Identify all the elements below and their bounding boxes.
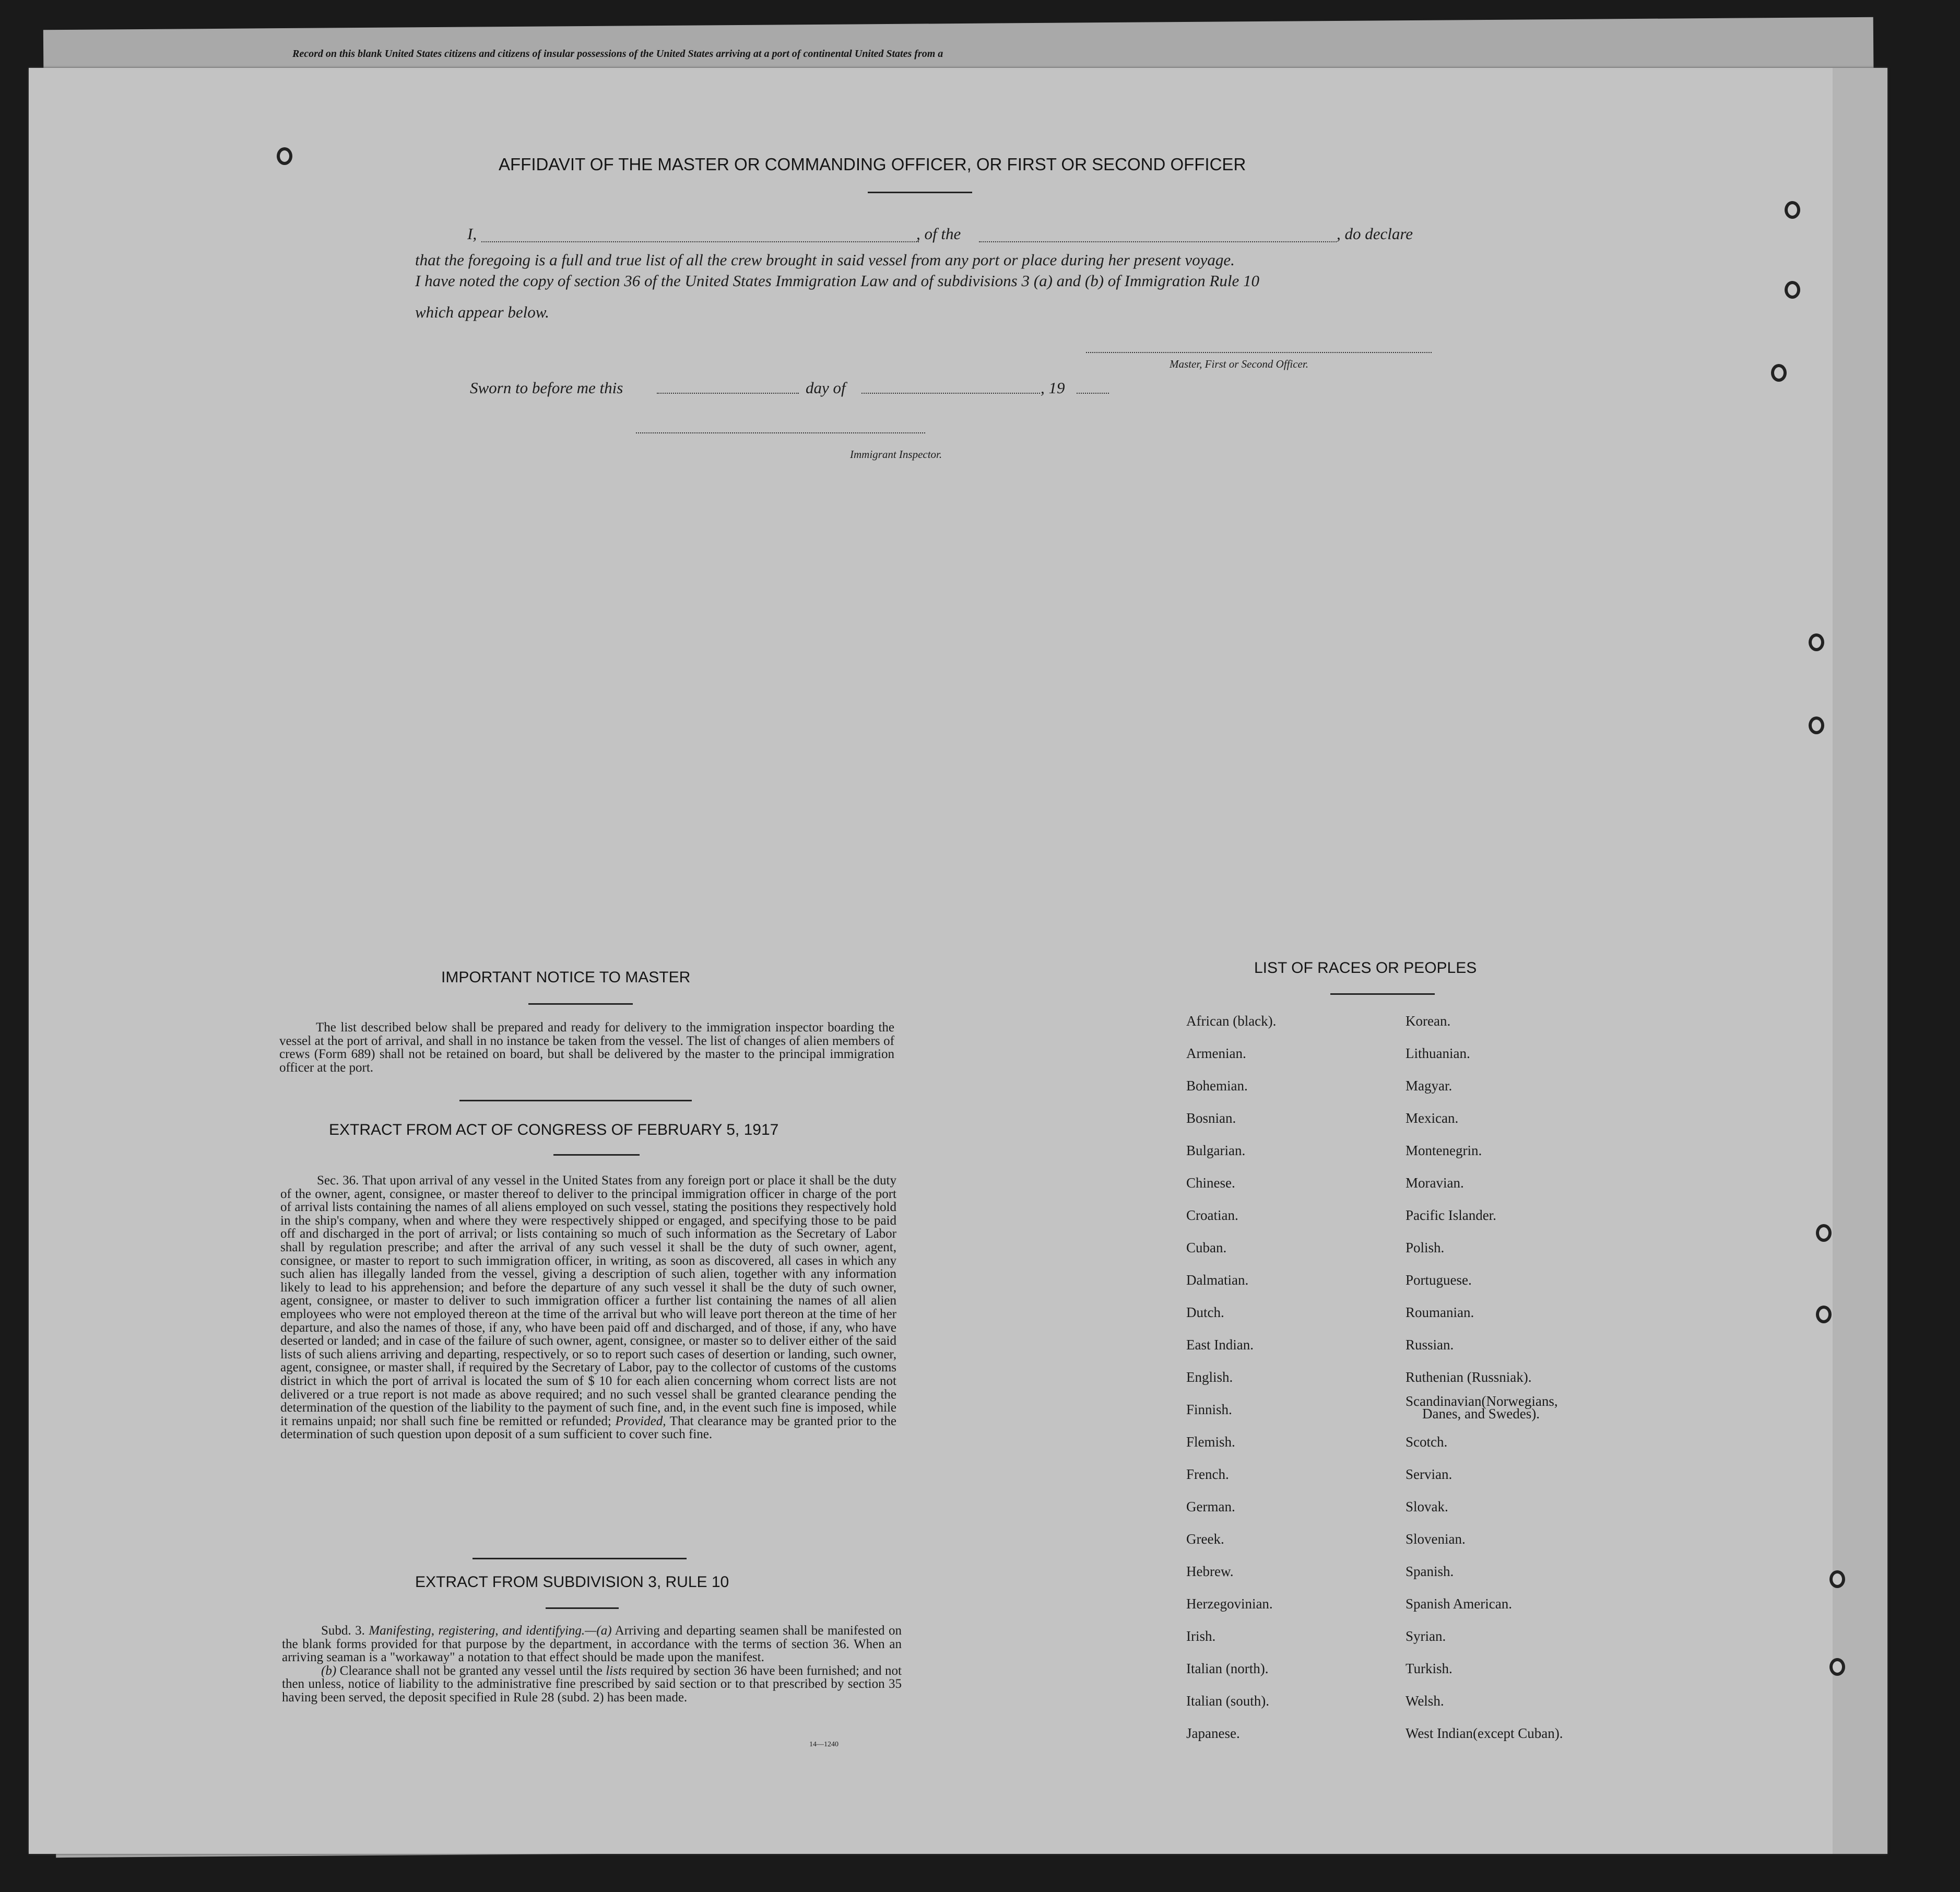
rule-text-a: Arriving and departing seamen shall be manifested on the blank forms provided for that purpose by the department, in accordance with the terms of section 36. When an arriving seaman is a "workaway" a notation to that effect should be made upon the manifest. xyxy=(282,1624,902,1665)
race-item: Armenian. xyxy=(1186,1045,1246,1061)
section-divider xyxy=(459,1100,692,1101)
race-item xyxy=(1406,1110,1563,1143)
section-divider-2 xyxy=(473,1558,687,1559)
year-label: , 19 xyxy=(1041,379,1065,397)
race-item: Greek. xyxy=(1186,1531,1224,1547)
race-item-label: Ruthenian (Russniak). xyxy=(1406,1369,1532,1385)
act-lead: Sec. 36. xyxy=(317,1173,359,1188)
race-item-label: Mexican. xyxy=(1406,1110,1459,1126)
race-item: Bosnian. xyxy=(1186,1110,1236,1126)
race-item xyxy=(1406,1207,1563,1240)
race-item xyxy=(1406,1466,1563,1499)
race-item: Italian (north). xyxy=(1186,1661,1269,1676)
race-item xyxy=(1406,1499,1563,1531)
act-body-2: That clearance may be granted prior to the determination of such question upon deposit of a sum sufficient to cover such fine. xyxy=(280,1414,896,1442)
inspector-signature-field[interactable] xyxy=(636,432,925,433)
race-item xyxy=(1406,1013,1563,1045)
races-right-column xyxy=(1406,1013,1563,1758)
race-item: Italian (south). xyxy=(1186,1693,1269,1709)
punch-hole-icon xyxy=(277,147,292,165)
act-text xyxy=(280,1174,896,1441)
rule-text-b2: required by section 36 have been furnished; and not then unless, notice of liability to the administrative fine prescribed by said section or to that prescribed by section 35 having been served, the deposit specified in Rule 28 (subd. 2) has been made. xyxy=(282,1663,902,1705)
race-item-label: Slovak. xyxy=(1406,1499,1448,1514)
race-item: German. xyxy=(1186,1499,1235,1514)
race-item-label: Spanish American. xyxy=(1406,1596,1512,1612)
race-item xyxy=(1406,1240,1563,1272)
race-item: Finnish. xyxy=(1186,1402,1232,1417)
race-item xyxy=(1406,1175,1563,1207)
race-item: East Indian. xyxy=(1186,1337,1254,1353)
sworn-label: Sworn to before me this xyxy=(470,379,623,397)
race-item: African (black). xyxy=(1186,1013,1277,1029)
race-item xyxy=(1406,1143,1563,1175)
race-item: French. xyxy=(1186,1466,1229,1482)
race-item-label: Scandinavian(Norwegians, xyxy=(1406,1393,1558,1409)
punch-hole-icon xyxy=(1771,364,1787,382)
document-sheet xyxy=(29,68,1887,1854)
race-item xyxy=(1406,1531,1563,1564)
races-left-column xyxy=(1186,1013,1276,1758)
race-item xyxy=(1406,1693,1563,1725)
sworn-month-field[interactable] xyxy=(861,393,1040,394)
race-item xyxy=(1406,1434,1563,1466)
race-item xyxy=(1406,1628,1563,1661)
punch-hole-icon xyxy=(1785,281,1800,299)
race-item xyxy=(1406,1045,1563,1078)
rule-b-label: (b) xyxy=(321,1663,337,1678)
punch-hole-icon xyxy=(1829,1570,1845,1588)
race-item-label: Korean. xyxy=(1406,1013,1451,1029)
act-body-1: That upon arrival of any vessel in the United States from any foreign port or place it shall be the duty of the owner, agent, consignee, or master thereof to deliver to the principal immigration officer in charge of the port of arrival lists containing the names of all aliens employed on such vessel, stating the positions they respectively hold in the ship's company, when and where they were respectively shipped or engaged, and specifying those to be paid off and discharged in the port of arrival; or lists containing so much of such information as the Secretary of Labor shall by regulation prescribe; and after the arrival of any such vessel it shall be the duty of such owner, agent, consignee, or master to report to such immigration officer, in writing, as soon as discovered, all cases in which any such alien has illegally landed from the vessel, giving a description of such alien, together with any information likely to lead to his apprehension; and before the departure of any such vessel it shall be the duty of such owner, agent, consignee, or master to deliver to such immigration officer a further list containing the names of all alien employees who were not employed thereon at the time of the arrival but who will leave port thereon at the time of her departure, and also the names of those, if any, who have been paid off and discharged, and of those, if any, who have deserted or landed; and in case of the failure of such owner, agent, consignee, or master so to deliver either of the said lists of such aliens arriving and departing, respectively, or so to report such cases of desertion or landing, such owner, agent, consignee, or master shall, if required by the Secretary of Labor, pay to the collector of customs of the customs district in which the port of arrival is located the sum of $ 10 for each alien concerning whom correct lists are not delivered or a true report is not made as above required; and no such vessel shall be granted clearance pending the determination of the question of the liability to the payment of such fine, and, in the event such fine is imposed, while it remains unpaid; nor shall such fine be remitted or refunded; xyxy=(280,1173,896,1428)
inspector-caption: Immigrant Inspector. xyxy=(850,448,942,461)
punch-hole-icon xyxy=(1785,201,1800,219)
sworn-year-field[interactable] xyxy=(1077,393,1109,394)
race-item-label: Pacific Islander. xyxy=(1406,1207,1496,1223)
vessel-field[interactable] xyxy=(979,241,1337,242)
race-item-label: Magyar. xyxy=(1406,1078,1453,1094)
race-item xyxy=(1406,1272,1563,1305)
race-item: Herzegovinian. xyxy=(1186,1596,1273,1612)
notice-divider xyxy=(528,1003,633,1005)
officer-signature-field[interactable] xyxy=(1086,352,1432,353)
form-number: 14—1240 xyxy=(809,1741,839,1748)
punch-hole-icon xyxy=(1829,1658,1845,1676)
race-item-label: Portuguese. xyxy=(1406,1272,1472,1288)
race-item xyxy=(1406,1564,1563,1596)
races-title: LIST OF RACES OR PEOPLES xyxy=(1254,959,1477,977)
notice-paragraph: The list described below shall be prepared and ready for delivery to the immigration inspector boarding the vessel at the port of arrival, and shall in no instance be taken from the vessel. The list of changes of alien members of crews (Form 689) shall not be retained on board, but shall be delivered by the master to the principal immigration officer at the port. xyxy=(279,1020,894,1075)
affidavit-line-4: which appear below. xyxy=(415,303,549,321)
act-title: EXTRACT FROM ACT OF CONGRESS OF FEBRUARY 5, 1917 xyxy=(329,1121,779,1138)
race-item-continuation: Danes, and Swedes). xyxy=(1422,1406,1540,1421)
officer-caption: Master, First or Second Officer. xyxy=(1170,358,1308,370)
rule-title: EXTRACT FROM SUBDIVISION 3, RULE 10 xyxy=(415,1573,729,1591)
sworn-day-field[interactable] xyxy=(657,393,799,394)
notice-title: IMPORTANT NOTICE TO MASTER xyxy=(441,969,691,986)
affidavit-line-3: I have noted the copy of section 36 of the United States Immigration Law and of subdivisions 3 (a) and (b) of Immigration Rule 10 xyxy=(415,272,1259,290)
affidavit-of-the-label: , of the xyxy=(916,225,961,243)
punch-hole-icon xyxy=(1809,633,1824,651)
rule-text xyxy=(282,1624,902,1705)
race-item-label: Spanish. xyxy=(1406,1564,1454,1579)
race-item xyxy=(1406,1725,1563,1758)
race-item-label: Slovenian. xyxy=(1406,1531,1466,1547)
race-item-label: West Indian(except Cuban). xyxy=(1406,1725,1563,1741)
race-item-label: Russian. xyxy=(1406,1337,1454,1353)
race-item xyxy=(1406,1661,1563,1693)
act-divider xyxy=(553,1154,640,1156)
race-item: Irish. xyxy=(1186,1628,1216,1644)
race-item: English. xyxy=(1186,1369,1233,1385)
punch-hole-icon xyxy=(1816,1224,1832,1242)
race-item: Bulgarian. xyxy=(1186,1143,1246,1158)
race-item-label: Welsh. xyxy=(1406,1693,1444,1709)
race-item: Chinese. xyxy=(1186,1175,1235,1191)
race-item-label: Montenegrin. xyxy=(1406,1143,1482,1158)
race-item: Flemish. xyxy=(1186,1434,1235,1450)
punch-hole-icon xyxy=(1809,716,1824,734)
race-item xyxy=(1406,1393,1563,1426)
notice-text xyxy=(279,1021,894,1074)
race-item-label: Polish. xyxy=(1406,1240,1445,1255)
punch-hole-icon xyxy=(1816,1306,1832,1323)
rule-lead: Subd. 3. xyxy=(321,1624,365,1638)
races-divider xyxy=(1330,993,1435,995)
title-divider xyxy=(868,192,972,193)
rule-divider xyxy=(546,1607,619,1609)
race-item-label: Lithuanian. xyxy=(1406,1045,1470,1061)
race-item-label: Scotch. xyxy=(1406,1434,1448,1450)
race-item xyxy=(1406,1305,1563,1337)
affidavit-i-label: I, xyxy=(467,225,477,243)
name-field[interactable] xyxy=(481,241,919,242)
race-item xyxy=(1406,1078,1563,1110)
rule-lists: lists xyxy=(606,1663,627,1678)
race-item-label: Servian. xyxy=(1406,1466,1453,1482)
race-item: Japanese. xyxy=(1186,1725,1240,1741)
race-item xyxy=(1406,1337,1563,1369)
rule-text-b1: Clearance shall not be granted any vessel until the xyxy=(339,1663,603,1678)
race-item: Croatian. xyxy=(1186,1207,1238,1223)
race-item: Bohemian. xyxy=(1186,1078,1248,1094)
race-item-label: Turkish. xyxy=(1406,1661,1453,1676)
affidavit-declare-label: , do declare xyxy=(1337,225,1413,243)
affidavit-title: AFFIDAVIT OF THE MASTER OR COMMANDING OFFICER, OR FIRST OR SECOND OFFICER xyxy=(499,155,1246,174)
affidavit-line-2: that the foregoing is a full and true list of all the crew brought in said vessel from any port or place during her present voyage. xyxy=(415,251,1235,269)
race-item: Dutch. xyxy=(1186,1305,1224,1320)
race-item: Cuban. xyxy=(1186,1240,1227,1255)
day-of-label: day of xyxy=(806,379,846,397)
top-strip-text: Record on this blank United States citizens and citizens of insular possessions of the United States arriving at a port of continental United States from a xyxy=(292,48,943,60)
act-provided: Provided, xyxy=(615,1414,666,1428)
race-item: Hebrew. xyxy=(1186,1564,1234,1579)
rule-heading: Manifesting, registering, and identifying.—(a) xyxy=(369,1624,612,1638)
race-item: Dalmatian. xyxy=(1186,1272,1249,1288)
race-item-label: Roumanian. xyxy=(1406,1305,1474,1320)
race-item-label: Syrian. xyxy=(1406,1628,1446,1644)
race-item-label: Moravian. xyxy=(1406,1175,1464,1191)
race-item xyxy=(1406,1596,1563,1628)
